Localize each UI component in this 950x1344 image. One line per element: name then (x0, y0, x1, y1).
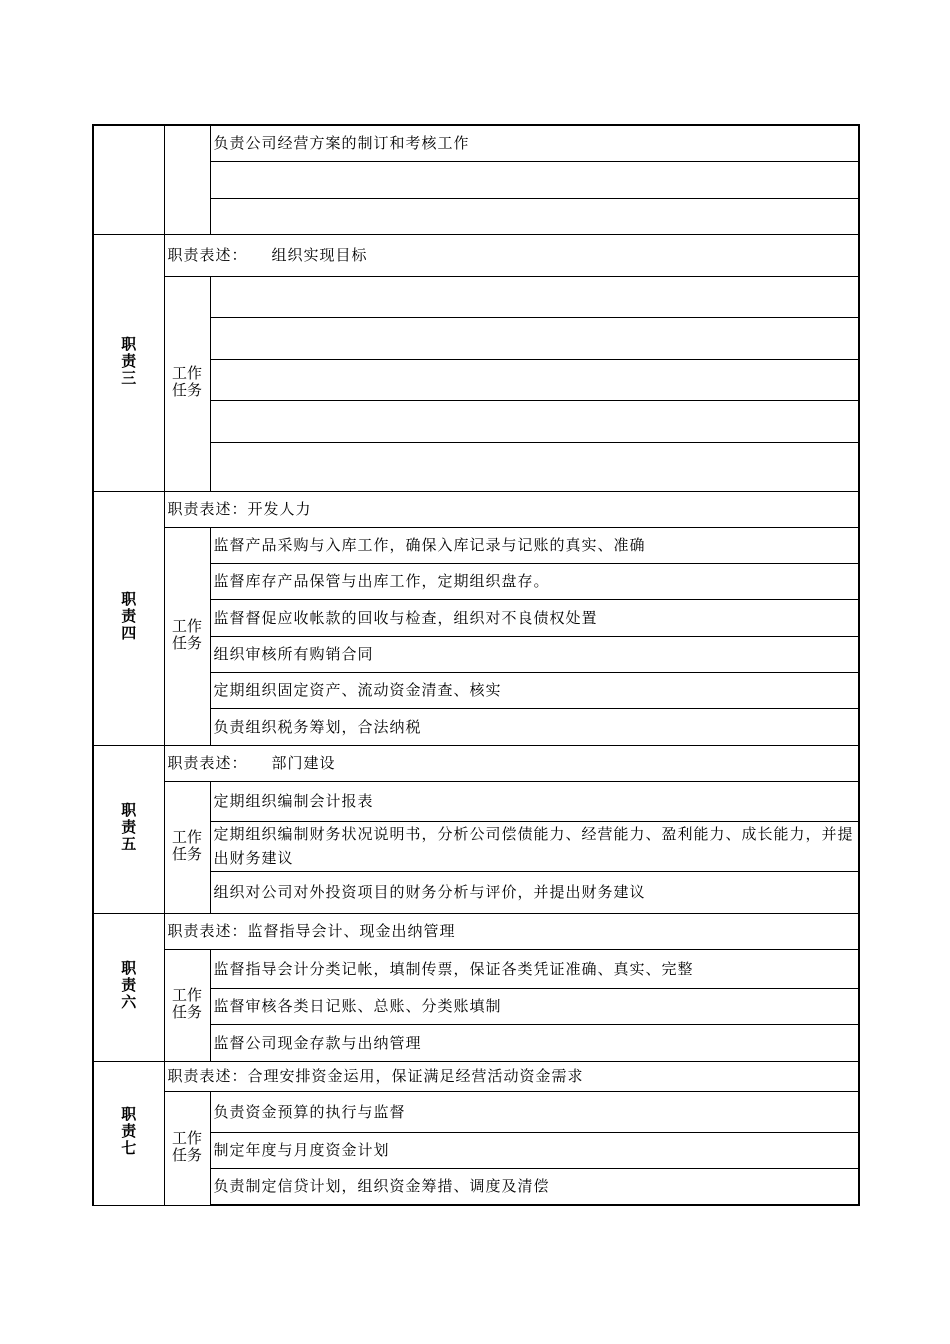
work-tasks-label: 工作任务 (171, 616, 202, 652)
task-cell: 负责公司经营方案的制订和考核工作 (210, 125, 859, 161)
duty-description: 合理安排资金运用，保证满足经营活动资金需求 (247, 1067, 584, 1085)
duty-description: 监督指导会计、现金出纳管理 (247, 922, 456, 940)
work-tasks-cell (164, 276, 210, 491)
duty-table (92, 124, 860, 1206)
task-cell (210, 161, 859, 198)
duty-description-cell (164, 913, 859, 949)
duty-title: 职责六 (121, 959, 137, 1011)
table-row (93, 491, 859, 527)
task-cell (210, 317, 859, 359)
duty-title-cell (93, 491, 164, 745)
task-cell: 制定年度与月度资金计划 (210, 1132, 859, 1168)
task-cell: 定期组织编制会计报表 (210, 781, 859, 821)
table-row (93, 1061, 859, 1091)
task-cell (210, 400, 859, 442)
work-tasks-label: 工作任务 (171, 985, 202, 1021)
task-cell: 监督公司现金存款与出纳管理 (210, 1024, 859, 1061)
duty-description-cell (164, 491, 859, 527)
work-tasks-label: 工作任务 (171, 827, 202, 863)
table-row (93, 527, 859, 563)
task-cell (210, 198, 859, 234)
description-label: 职责表述： (167, 500, 248, 518)
task-cell (210, 442, 859, 491)
duty-title: 职责五 (121, 801, 137, 853)
duty-description-cell (164, 1061, 859, 1091)
task-cell: 负责制定信贷计划，组织资金筹措、调度及清偿 (210, 1168, 859, 1205)
task-cell: 组织审核所有购销合同 (210, 636, 859, 672)
description-label: 职责表述： (167, 246, 248, 264)
task-cell: 定期组织编制财务状况说明书，分析公司偿债能力、经营能力、盈利能力、成长能力，并提出财务建议 (210, 821, 859, 871)
duty-title-cell (93, 1061, 164, 1205)
task-cell: 定期组织固定资产、流动资金清查、核实 (210, 672, 859, 708)
duty-title-cell (93, 913, 164, 1061)
table-row (93, 745, 859, 781)
work-tasks-label: 工作任务 (171, 1128, 202, 1164)
task-cell: 负责组织税务筹划，合法纳税 (210, 708, 859, 745)
table-row (93, 949, 859, 988)
work-tasks-cell (164, 125, 210, 234)
task-cell: 监督指导会计分类记帐，填制传票，保证各类凭证准确、真实、完整 (210, 949, 859, 988)
table-row (93, 125, 859, 161)
task-cell: 组织对公司对外投资项目的财务分析与评价，并提出财务建议 (210, 871, 859, 913)
table-row (93, 913, 859, 949)
duty-title: 职责七 (121, 1105, 137, 1157)
table-row (93, 276, 859, 317)
work-tasks-cell (164, 949, 210, 1061)
task-cell: 监督审核各类日记账、总账、分类账填制 (210, 988, 859, 1024)
task-cell: 监督督促应收帐款的回收与检查，组织对不良债权处置 (210, 599, 859, 636)
duty-title-cell (93, 125, 164, 234)
duty-title-cell (93, 234, 164, 491)
duty-title-cell (93, 745, 164, 913)
work-tasks-cell (164, 527, 210, 745)
table-row (93, 781, 859, 821)
description-label: 职责表述： (167, 1067, 248, 1085)
duty-description-cell (164, 234, 859, 276)
description-label: 职责表述： (167, 754, 248, 772)
table-row (93, 1091, 859, 1132)
work-tasks-cell (164, 781, 210, 913)
work-tasks-cell (164, 1091, 210, 1205)
description-label: 职责表述： (167, 922, 248, 940)
duty-description-cell (164, 745, 859, 781)
task-cell (210, 276, 859, 317)
task-cell (210, 359, 859, 400)
task-cell: 负责资金预算的执行与监督 (210, 1091, 859, 1132)
duty-title: 职责四 (121, 590, 137, 642)
duty-description: 开发人力 (247, 500, 312, 518)
duty-description: 组织实现目标 (271, 246, 368, 264)
table-row (93, 234, 859, 276)
task-cell: 监督库存产品保管与出库工作，定期组织盘存。 (210, 563, 859, 599)
task-cell: 监督产品采购与入库工作，确保入库记录与记账的真实、准确 (210, 527, 859, 563)
duty-title: 职责三 (121, 334, 137, 387)
work-tasks-label: 工作任务 (171, 364, 202, 399)
duty-description: 部门建设 (271, 754, 336, 772)
